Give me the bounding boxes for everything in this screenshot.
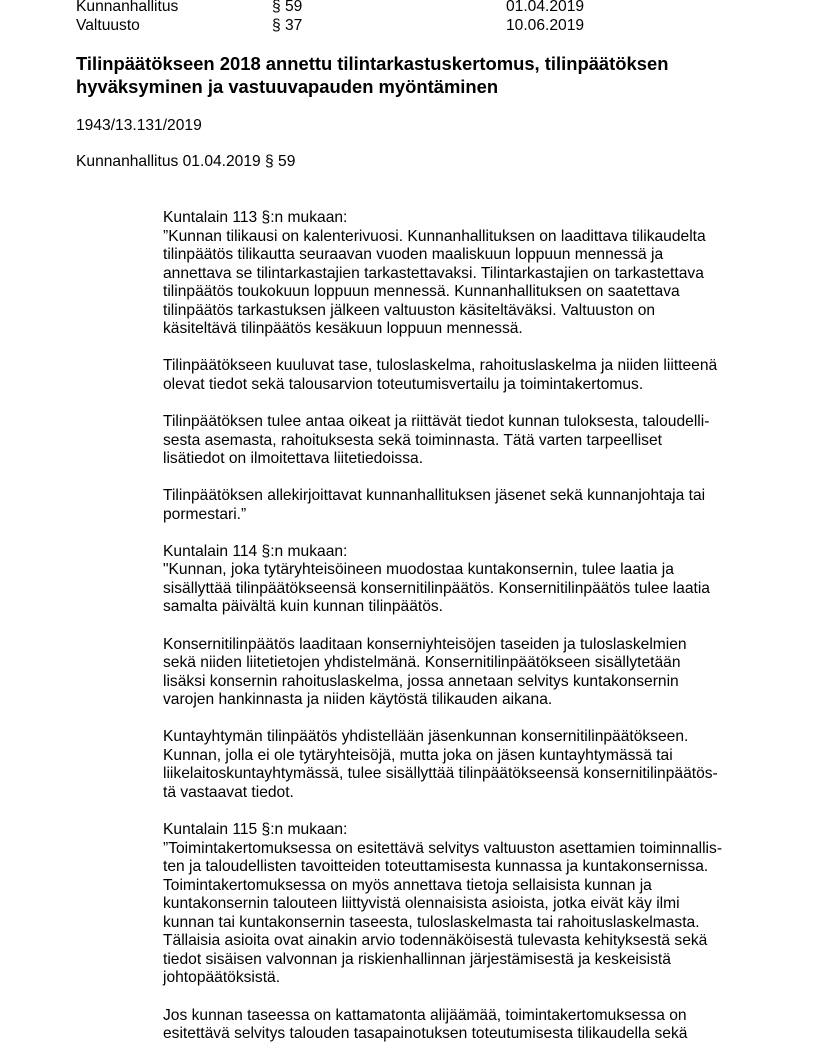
body-paragraph xyxy=(163,487,763,524)
text-line: Toimintakertomuksessa on myös annettava tietoja sellaisista kunnan ja xyxy=(163,876,652,894)
decision-body: Valtuusto xyxy=(76,16,140,34)
title-line: Tilinpäätökseen 2018 annettu tilintarkastuskertomus, tilinpäätöksen xyxy=(76,53,669,74)
body-paragraph xyxy=(163,413,763,469)
text-line: tilinpäätös tarkastuksen jälkeen valtuuston käsiteltäväksi. Valtuuston on xyxy=(163,301,656,319)
document-body xyxy=(163,209,763,1062)
text-line: esitettävä selvitys talouden tasapainotuksen toteutumisesta tilikaudella sekä xyxy=(163,1025,688,1043)
text-line: varojen hankinnasta ja niiden käytöstä tilikauden aikana. xyxy=(163,691,553,709)
decision-body: Kunnanhallitus xyxy=(76,0,179,15)
body-paragraph xyxy=(163,728,763,802)
text-line: sekä niiden liitetietojen yhdistelmänä. Konsernitilinpäätökseen sisällytetään xyxy=(163,654,681,672)
text-line: käsiteltävä tilinpäätös kesäkuun loppuun mennessä. xyxy=(163,320,523,338)
body-paragraph xyxy=(163,821,763,988)
body-paragraph xyxy=(163,636,763,710)
text-line: Tilinpäätöksen tulee antaa oikeat ja riittävät tiedot kunnan tuloksesta, taloudelli- xyxy=(163,413,710,431)
meeting-history-row xyxy=(76,17,696,36)
text-line: tiedot sisäisen valvonnan ja riskienhallinnan järjestämisestä ja keskeisistä xyxy=(163,950,671,968)
text-line: tilinpäätös toukokuun loppuun mennessä. Kunnanhallituksen on saatettava xyxy=(163,283,680,301)
meeting-reference: Kunnanhallitus 01.04.2019 § 59 xyxy=(76,153,296,170)
agenda-item-title xyxy=(76,52,756,98)
text-line: Tällaisia asioita ovat ainakin arvio todennäköisestä tulevasta kehityksestä sekä xyxy=(163,932,708,950)
body-paragraph xyxy=(163,543,763,617)
text-line: olevat tiedot sekä talousarvion toteutumisvertailu ja toimintakertomus. xyxy=(163,375,644,393)
text-line: Kunnan, jolla ei ole tytäryhteisöjä, mutta joka on jäsen kuntayhtymässä tai xyxy=(163,746,673,764)
section-number: § 59 xyxy=(272,0,303,15)
title-line: hyväksyminen ja vastuuvapauden myöntäminen xyxy=(76,76,499,97)
meeting-date: 01.04.2019 xyxy=(506,0,585,15)
text-line: ten ja taloudellisten tavoitteiden toteuttamisesta kunnassa ja kuntakonsernissa. xyxy=(163,858,709,876)
text-line: "Kunnan, joka tytäryhteisöineen muodostaa kuntakonsernin, tulee laatia ja xyxy=(163,561,674,579)
text-line: Tilinpäätöksen allekirjoittavat kunnanhallituksen jäsenet sekä kunnanjohtaja tai xyxy=(163,487,706,505)
diary-number: 1943/13.131/2019 xyxy=(76,117,202,134)
meeting-history-row xyxy=(76,0,696,17)
text-line: Kuntalain 114 §:n mukaan: xyxy=(163,542,348,560)
meeting-history-table xyxy=(76,0,696,35)
section-number: § 37 xyxy=(272,16,303,34)
body-paragraph xyxy=(163,209,763,339)
text-line: tilinpäätös tilikautta seuraavan vuoden maaliskuun loppuun mennessä ja xyxy=(163,246,664,264)
text-line: pormestari.” xyxy=(163,505,247,523)
text-line: Tilinpäätökseen kuuluvat tase, tuloslaskelma, rahoituslaskelma ja niiden liitteenä xyxy=(163,357,718,375)
text-line: liikelaitoskuntayhtymässä, tulee sisällyttää tilinpäätökseensä konsernitilinpäätös- xyxy=(163,765,718,783)
text-line: sisällyttää tilinpäätökseensä konsernitilinpäätös. Konsernitilinpäätös tulee laatia xyxy=(163,579,710,597)
text-line: kunnan tai kuntakonsernin taseesta, tuloslaskelmasta tai rahoituslaskelmasta. xyxy=(163,913,700,931)
text-line: Kuntalain 113 §:n mukaan: xyxy=(163,209,348,226)
text-line: samalta päivältä kuin kunnan tilinpäätös. xyxy=(163,598,443,616)
text-line: annettava se tilintarkastajien tarkastettavaksi. Tilintarkastajien on tarkastettava xyxy=(163,264,704,282)
text-line: ”Toimintakertomuksessa on esitettävä selvitys valtuuston asettamien toiminnallis- xyxy=(163,839,723,857)
text-line: ”Kunnan tilikausi on kalenterivuosi. Kunnanhallituksen on laadittava tilikaudelta xyxy=(163,227,706,245)
text-line: tä vastaavat tiedot. xyxy=(163,783,294,801)
meeting-date: 10.06.2019 xyxy=(506,16,585,34)
text-line: Kuntalain 115 §:n mukaan: xyxy=(163,821,348,839)
text-line: kuntakonsernin talouteen liittyvistä olennaisista asioista, jotka eivät käy ilmi xyxy=(163,895,680,913)
text-line: Konsernitilinpäätös laaditaan konserniyhteisöjen taseiden ja tuloslaskelmien xyxy=(163,635,687,653)
body-paragraph xyxy=(163,1007,763,1044)
text-line: lisätiedot on ilmoitettava liitetiedoissa. xyxy=(163,450,424,468)
text-line: sesta asemasta, rahoituksesta sekä toiminnasta. Tätä varten tarpeelliset xyxy=(163,431,662,449)
text-line: Jos kunnan taseessa on kattamatonta alijäämää, toimintakertomuksessa on xyxy=(163,1006,687,1024)
text-line: lisäksi konsernin rahoituslaskelma, jossa annetaan selvitys kuntakonsernin xyxy=(163,672,679,690)
text-line: Kuntayhtymän tilinpäätös yhdistellään jäsenkunnan konsernitilinpäätökseen. xyxy=(163,728,689,746)
body-paragraph xyxy=(163,357,763,394)
text-line: johtopäätöksistä. xyxy=(163,969,281,987)
